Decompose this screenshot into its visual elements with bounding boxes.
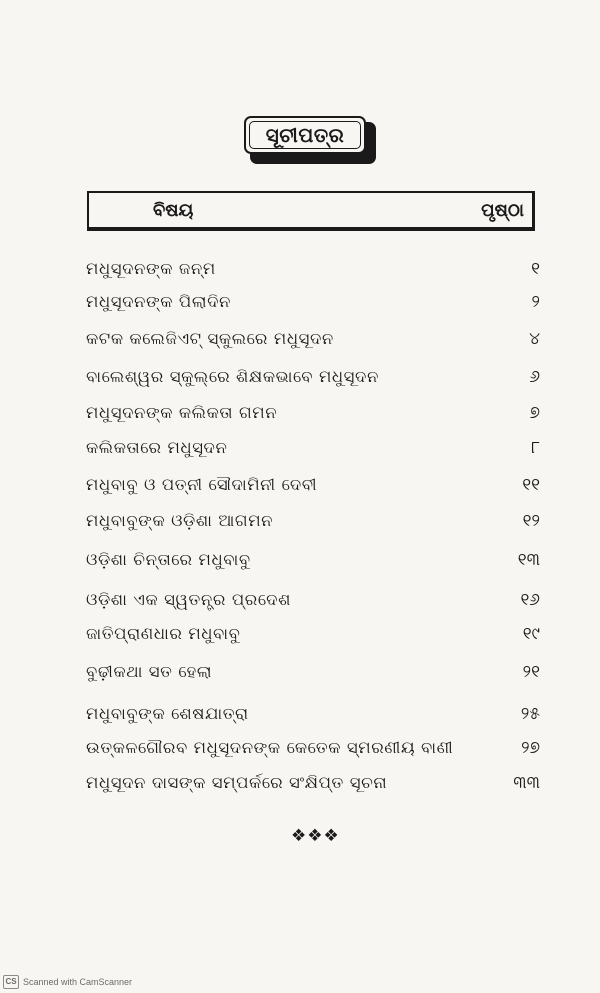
toc-row [86,660,540,690]
toc-row [86,736,540,766]
toc-row [86,548,540,578]
toc-row [86,436,540,466]
toc-page: ୧୯ [522,624,540,644]
toc-page: ୨୧ [522,662,540,682]
toc-subject: ମଧୁବାବୁଙ୍କ ଶେଷଯାତ୍ରା [86,704,249,723]
toc-page: ୨ [531,292,540,312]
contents-title-frame [244,116,372,158]
toc-subject: ମଧୁସୂଦନଙ୍କ କଲିକତା ଗମନ [86,403,278,422]
toc-subject: ମଧୁବାବୁଙ୍କ ଓଡ଼ିଶା ଆଗମନ [86,511,274,530]
toc-subject: କଲିକତାରେ ମଧୁସୂଦନ [86,438,228,457]
toc-page: ୧୬ [520,590,540,610]
toc-subject: ବାଲେଶ୍ୱର ସ୍କୁଲ୍‌ରେ ଶିକ୍ଷକଭାବେ ମଧୁସୂଦନ [86,367,379,386]
camscanner-logo-icon: CS [3,975,19,989]
toc-page: ୪ [529,329,540,349]
toc-page: ୨୭ [521,738,540,758]
toc-subject: ମଧୁସୂଦନଙ୍କ ପିଲାଦିନ [86,292,232,311]
toc-page: ୮ [531,438,540,458]
toc-subject: କଟକ କଲେଜିଏଟ୍ ସ୍କୁଲରେ ମଧୁସୂଦନ [86,329,334,348]
toc-row [86,290,540,320]
toc-subject: ଜାତିପ୍ରାଣଧାର ମଧୁବାବୁ [86,624,241,643]
toc-page: ୭ [529,403,540,423]
toc-page: ୩୩ [513,773,540,793]
title-frame [244,116,366,154]
toc-row [86,327,540,357]
header-page: ପୃଷ୍ଠା [481,200,524,221]
toc-page: ୧୩ [517,550,540,570]
toc-subject: ମଧୁବାବୁ ଓ ପତ୍ନୀ ସୌଦାମିନୀ ଦେବୀ [86,475,318,494]
toc-page: ୬ [529,367,540,387]
toc-subject: ମଧୁସୂଦନଙ୍କ ଜନ୍ମ [86,259,216,278]
toc-row [86,257,540,287]
toc-page: ୨୫ [520,704,540,724]
toc-subject: ମଧୁସୂଦନ ଦାସଙ୍କ ସମ୍ପର୍କରେ ସଂକ୍ଷିପ୍ତ ସୂଚନା [86,773,388,792]
toc-row [86,771,540,801]
toc-page: ୧୧ [522,475,540,495]
toc-row [86,588,540,618]
toc-row [86,702,540,732]
toc-subject: ଓଡ଼ିଶା ଏକ ସ୍ୱତନ୍ତ୍ର ପ୍ରଦେଶ [86,590,291,609]
toc-row [86,365,540,395]
table-header [87,191,535,231]
toc-row [86,622,540,652]
toc-subject: ଓଡ଼ିଶା ଚିନ୍ତାରେ ମଧୁବାବୁ [86,550,251,569]
toc-row [86,401,540,431]
toc-row [86,473,540,503]
toc-page: ୧୨ [522,511,540,531]
header-subject: ବିଷୟ [153,200,194,221]
toc-subject: ବୁଢ଼ୀକଥା ସତ ହେଲା [86,662,213,681]
scanner-text: Scanned with CamScanner [23,977,133,987]
toc-subject: ଉତ୍କଳଗୌରବ ମଧୁସୂଦନଙ୍କ କେତେକ ସ୍ମରଣୀୟ ବାଣୀ [86,738,454,757]
page-title: ସୂଚୀପତ୍ର [265,123,345,147]
ornament-divider: ❖❖❖ [291,826,340,846]
toc-page: ୧ [531,259,540,279]
toc-row [86,509,540,539]
scanner-watermark [3,975,132,989]
